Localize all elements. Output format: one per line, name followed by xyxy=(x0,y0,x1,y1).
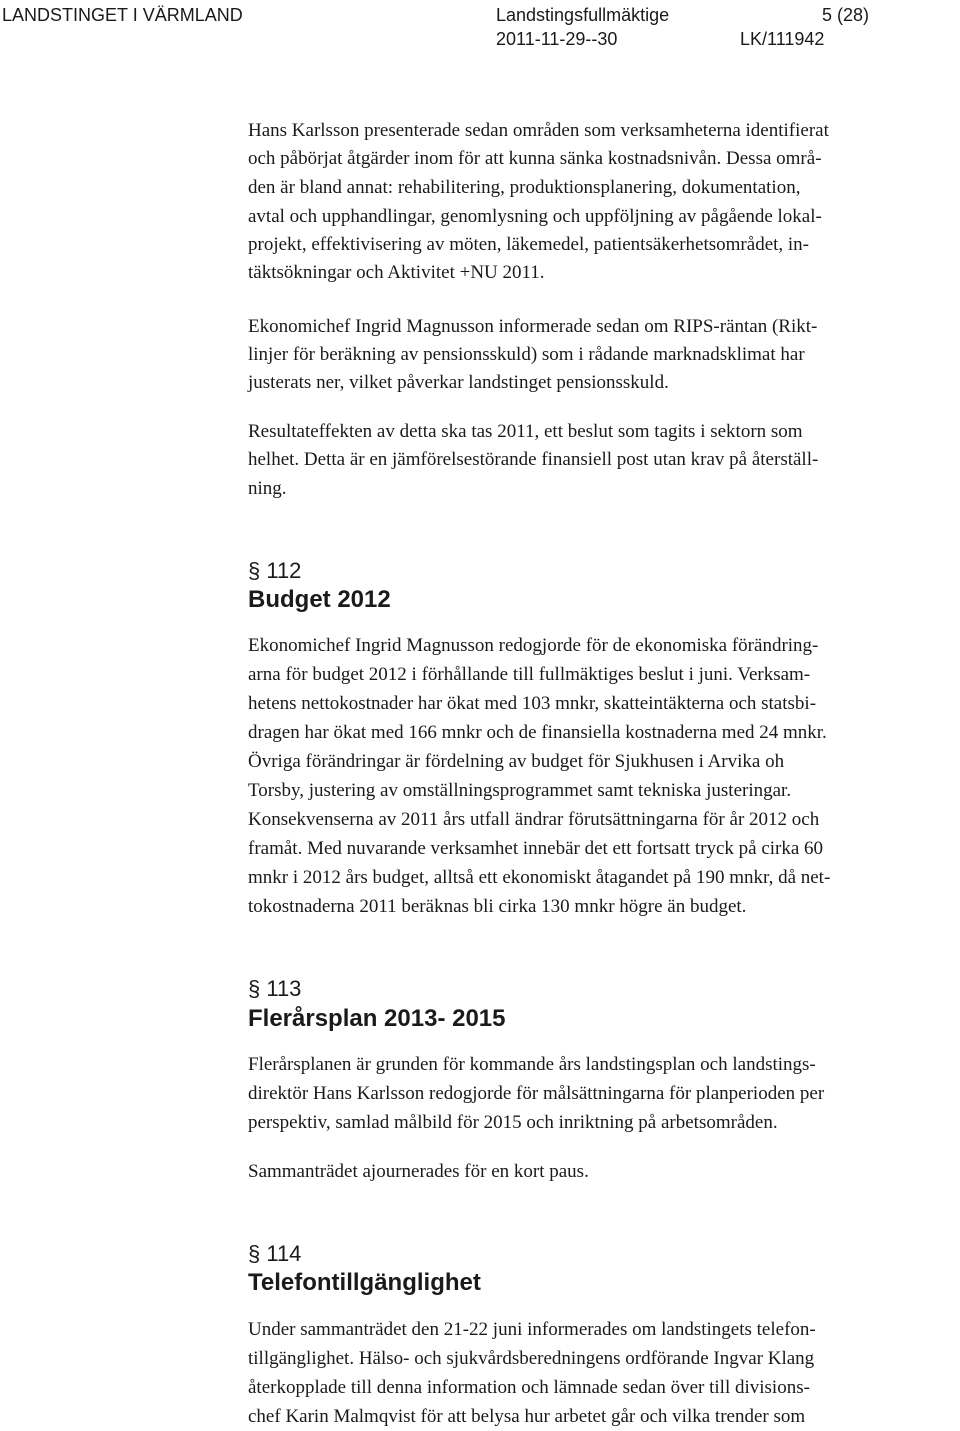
text-line: avtal och upphandlingar, genomlysning och uppföljning av pågående lokal- xyxy=(248,206,822,227)
text-line: återkopplade till denna information och lämnade sedan över till divisions- xyxy=(248,1377,810,1398)
text-line: den är bland annat: rehabilitering, produktionsplanering, dokumentation, xyxy=(248,177,801,198)
text-line: framåt. Med nuvarande verksamhet innebär det ett fortsatt tryck på cirka 60 xyxy=(248,838,824,859)
text-line: Sammanträdet ajournerades för en kort paus. xyxy=(248,1161,589,1182)
text-line: linjer för beräkning av pensionsskuld) som i rådande marknadsklimat har xyxy=(248,344,805,365)
text-line: chef Karin Malmqvist för att belysa hur arbetet går och vilka trender som xyxy=(248,1406,806,1427)
text-line: perspektiv, samlad målbild för 2015 och inriktning på arbetsområden. xyxy=(248,1112,778,1133)
header-org: LANDSTINGET I VÄRMLAND xyxy=(2,5,243,25)
text-line: dragen har ökat med 166 mnkr och de finansiella kostnaderna med 24 mnkr. xyxy=(248,722,827,743)
text-line: Torsby, justering av omställningsprogrammet samt tekniska justeringar. xyxy=(248,780,792,801)
text-line: mnkr i 2012 års budget, alltså ett ekonomiskt åtagandet på 190 mnkr, då net- xyxy=(248,867,831,888)
header-page-number: 5 (28) xyxy=(822,5,870,25)
text-line: täktsökningar och Aktivitet +NU 2011. xyxy=(248,262,545,283)
text-line: Ekonomichef Ingrid Magnusson redogjorde för de ekonomiska förändring- xyxy=(248,635,819,656)
section-title: Telefontillgänglighet xyxy=(248,1269,481,1296)
text-line: arna för budget 2012 i förhållande till fullmäktiges beslut i juni. Verksam- xyxy=(248,664,811,685)
section-title: Budget 2012 xyxy=(248,586,391,613)
text-line: projekt, effektivisering av möten, läkemedel, patientsäkerhetsområdet, in- xyxy=(248,234,810,255)
section-number: § 113 xyxy=(248,976,302,1001)
header-dates: 2011-11-29--30 xyxy=(496,29,618,49)
text-line: Konsekvenserna av 2011 års utfall ändrar förutsättningarna för år 2012 och xyxy=(248,809,820,830)
text-line: Flerårsplanen är grunden för kommande års landstingsplan och landstings- xyxy=(248,1054,816,1075)
text-line: tokostnaderna 2011 beräknas bli cirka 130 mnkr högre än budget. xyxy=(248,896,747,917)
header-reference: LK/111942 xyxy=(740,29,825,49)
text-line: ning. xyxy=(248,478,287,499)
text-line: Under sammanträdet den 21-22 juni informerades om landstingets telefon- xyxy=(248,1319,816,1340)
section-title: Flerårsplan 2013- 2015 xyxy=(248,1005,506,1032)
text-line: hetens nettokostnader har ökat med 103 mnkr, skatteintäkterna och statsbi- xyxy=(248,693,817,714)
section-number: § 112 xyxy=(248,558,302,583)
text-line: tillgänglighet. Hälso- och sjukvårdsberedningens ordförande Ingvar Klang xyxy=(248,1348,815,1369)
text-line: Övriga förändringar är fördelning av budget för Sjukhusen i Arvika oh xyxy=(248,751,785,772)
section-number: § 114 xyxy=(248,1241,302,1266)
text-line: Resultateffekten av detta ska tas 2011, ett beslut som tagits i sektorn som xyxy=(248,421,803,442)
header-meeting: Landstingsfullmäktige xyxy=(496,5,670,25)
text-line: justerats ner, vilket påverkar landstinget pensionsskuld. xyxy=(248,372,669,393)
text-line: Ekonomichef Ingrid Magnusson informerade sedan om RIPS-räntan (Rikt- xyxy=(248,316,818,337)
text-line: Hans Karlsson presenterade sedan områden som verksamheterna identifierat xyxy=(248,120,829,141)
text-line: direktör Hans Karlsson redogjorde för målsättningarna för planperioden per xyxy=(248,1083,825,1104)
text-line: och påbörjat åtgärder inom för att kunna sänka kostnadsnivån. Dessa områ- xyxy=(248,148,822,169)
text-line: helhet. Detta är en jämförelsestörande finansiell post utan krav på återställ- xyxy=(248,449,819,470)
